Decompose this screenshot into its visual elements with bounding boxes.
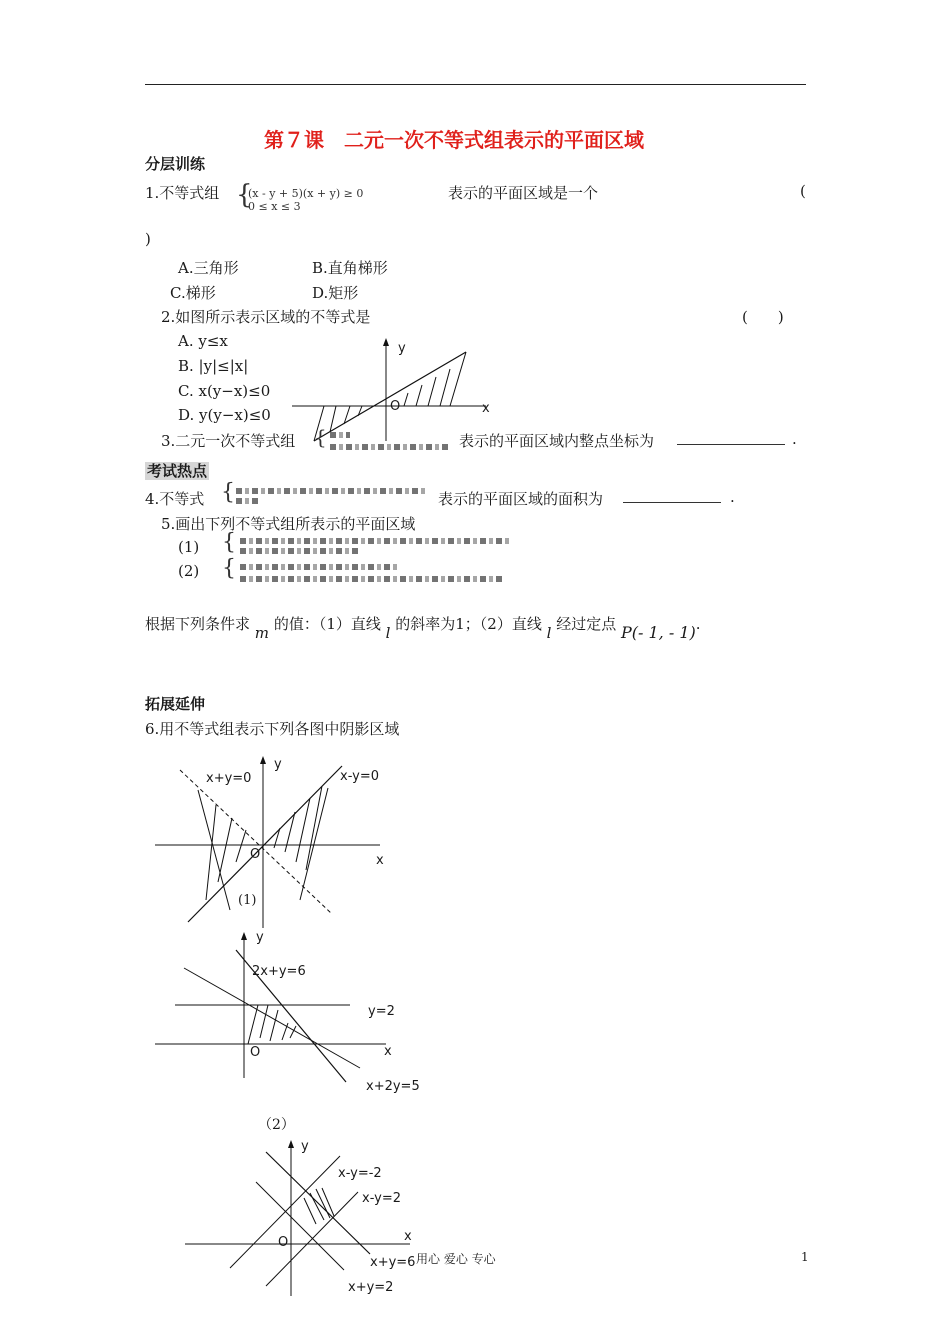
section-heading-extension: 拓展延伸 xyxy=(145,695,206,713)
fig2-caption: （2） xyxy=(258,1117,295,1133)
extra-var-l1: l xyxy=(385,624,391,642)
q5-1-brace: { xyxy=(222,530,236,555)
q3-stem: 3.二元一次不等式组 xyxy=(161,432,296,450)
q5-stem: 5.画出下列不等式组所表示的平面区域 xyxy=(161,515,416,533)
extra-text-4: 经过定点 xyxy=(556,615,617,633)
q5-1-system-image-row2 xyxy=(240,548,360,554)
q1-tail: 表示的平面区域是一个 xyxy=(448,184,599,202)
fig2-line2-label: y=2 xyxy=(368,1004,395,1019)
q2-option-c: C. x(y−x)≤0 xyxy=(178,382,271,400)
q4-end: . xyxy=(730,488,735,506)
q2-stem: 2.如图所示表示区域的不等式是 xyxy=(161,308,371,326)
fig1-line-x-minus-y xyxy=(188,766,342,922)
footer-motto: 用心 爱心 专心 xyxy=(416,1252,496,1266)
extra-line xyxy=(145,613,701,642)
q5-1-system-image xyxy=(240,538,512,544)
q6-figure-1 xyxy=(150,750,400,930)
extra-point: P(- 1, - 1) xyxy=(621,623,696,642)
fig3-line-x-minus-y-neg2 xyxy=(230,1156,340,1268)
fig3-line3-label: x+y=6 xyxy=(370,1255,416,1270)
q1-option-a: A.三角形 xyxy=(178,259,239,277)
q4-system-image-row2 xyxy=(236,498,260,504)
q5-2-system-image-row2 xyxy=(240,576,502,582)
fig2-origin-label: O xyxy=(250,1045,261,1060)
q2-option-d: D. y(y−x)≤0 xyxy=(178,406,271,424)
q2-y-label: y xyxy=(398,341,406,356)
q2-y-arrow-icon xyxy=(383,338,389,346)
fig2-x-label: x xyxy=(384,1044,392,1059)
q4-tail: 表示的平面区域的面积为 xyxy=(438,490,604,508)
fig2-hatching xyxy=(248,1005,296,1044)
q2-x-label: x xyxy=(482,401,490,416)
section-heading-layered-training: 分层训练 xyxy=(145,155,206,173)
extra-text-1: 根据下列条件求 xyxy=(145,615,251,633)
q1-option-d: D.矩形 xyxy=(312,284,359,302)
q1-option-b: B.直角梯形 xyxy=(312,259,388,277)
fig3-line-x-plus-y-2 xyxy=(256,1182,344,1270)
fig2-line1-label: 2x+y=6 xyxy=(252,964,306,979)
extra-var-l2: l xyxy=(546,624,552,642)
q2-origin-label: O xyxy=(390,399,401,414)
fig1-caption: (1) xyxy=(238,893,257,908)
section-heading-exam-hotspot: 考试热点 xyxy=(147,462,208,480)
page-title: 第７课 二元一次不等式组表示的平面区域 xyxy=(264,128,644,152)
q4-stem: 4.不等式 xyxy=(145,490,205,508)
fig2-line-x-plus-2y xyxy=(184,968,360,1068)
q1-brace: { xyxy=(236,180,253,210)
q4-answer-blank[interactable] xyxy=(623,488,721,503)
fig1-y-arrow-icon xyxy=(260,756,266,764)
fig1-line2-label: x-y=0 xyxy=(340,769,380,784)
fig1-origin-label: O xyxy=(250,847,261,862)
fig3-line1-label: x-y=-2 xyxy=(338,1166,382,1181)
q3-system-image xyxy=(330,432,350,438)
q3-system-image-row2 xyxy=(330,444,448,450)
fig3-y-label: y xyxy=(301,1139,309,1154)
q5-2-brace: { xyxy=(222,556,236,581)
fig1-line1-label: x+y=0 xyxy=(206,771,252,786)
q1-stem: 1.不等式组 xyxy=(145,184,220,202)
fig3-y-arrow-icon xyxy=(288,1140,294,1148)
q2-option-a: A. y≤x xyxy=(178,332,228,350)
q3-answer-blank[interactable] xyxy=(677,430,785,445)
fig3-line4-label: x+y=2 xyxy=(348,1280,394,1295)
header-rule xyxy=(145,84,806,85)
fig3-origin-label: O xyxy=(278,1235,289,1250)
q2-line-y-eq-x xyxy=(314,352,466,441)
q1-paren-close: ) xyxy=(145,230,151,248)
fig3-x-label: x xyxy=(404,1229,412,1244)
extra-text-3: 的斜率为1；（2）直线 xyxy=(395,615,542,633)
q1-paren-open: ( xyxy=(800,182,806,200)
fig3-line2-label: x-y=2 xyxy=(362,1191,402,1206)
fig1-y-label: y xyxy=(274,757,282,772)
extra-var-m: m xyxy=(254,624,270,642)
q6-figure-2 xyxy=(150,928,430,1098)
q1-system-row2: 0 ≤ x ≤ 3 xyxy=(248,200,301,213)
q3-end: . xyxy=(792,430,797,448)
fig2-line3-label: x+2y=5 xyxy=(366,1079,420,1094)
fig1-x-label: x xyxy=(376,853,384,868)
fig2-y-label: y xyxy=(256,930,264,945)
extra-text-2: 的值：（1）直线 xyxy=(273,615,381,633)
q2-option-b: B. |y|≤|x| xyxy=(178,357,249,375)
q4-system-image xyxy=(236,488,426,494)
q6-stem: 6.用不等式组表示下列各图中阴影区域 xyxy=(145,720,400,738)
q3-brace: { xyxy=(314,425,327,449)
q5-item-1: (1) xyxy=(178,538,200,556)
fig2-y-arrow-icon xyxy=(241,932,247,940)
q5-item-2: (2) xyxy=(178,562,200,580)
page-number: 1 xyxy=(801,1250,809,1264)
q1-option-c: C.梯形 xyxy=(170,284,216,302)
q4-brace: { xyxy=(221,480,235,505)
extra-end: . xyxy=(695,615,701,633)
q5-2-system-image xyxy=(240,564,400,570)
q3-tail: 表示的平面区域内整点坐标为 xyxy=(459,432,655,450)
q1-system-row1: (x - y + 5)(x + y) ≥ 0 xyxy=(248,187,364,200)
q2-answer-paren: ( ) xyxy=(742,308,784,326)
q6-figure-3 xyxy=(180,1136,420,1304)
